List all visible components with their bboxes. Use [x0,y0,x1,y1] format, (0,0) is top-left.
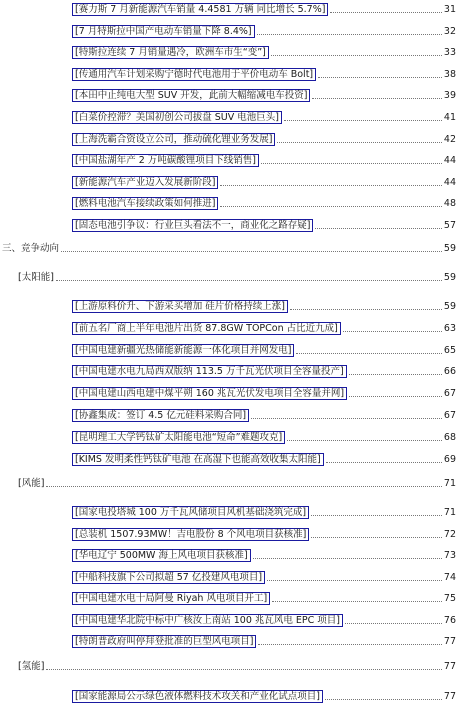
toc-entry[interactable] [72,319,456,335]
dot-leader [220,185,441,186]
toc-entry-page: 31 [443,4,456,15]
toc-entry[interactable] [72,568,456,584]
toc-entry-title: [中国电建山西电建中煤平朔 160 兆瓦光伏发电项目全容量并网] [72,387,347,400]
dot-leader [325,699,442,700]
dot-leader [56,280,442,281]
dot-leader [61,251,442,252]
toc-entry-page: 76 [443,614,456,626]
toc-entry-title: [昆明理工大学钙钛矿太阳能电池“短命”难题攻克] [72,431,285,444]
toc-entry-title: [KIMS 发明柔性钙钛矿电池 在高湿下也能高效收集太阳能] [72,453,324,466]
dot-leader [318,77,442,78]
toc-entry-title: [国家能源局公示绿色液体燃料技术攻关和产业化试点项目] [72,690,323,703]
toc-entry-page: 38 [443,68,456,80]
toc-entry[interactable] [72,194,456,210]
toc-entry[interactable] [72,65,456,81]
toc-entry-page: 67 [443,388,456,400]
toc-entry[interactable] [72,589,456,605]
toc-entry-title: [太阳能] [18,272,54,283]
toc-entry-title: [中国电建华北院中标中广核汝上南站 100 兆瓦风电 EPC 项目] [72,614,343,627]
toc-entry-page: 77 [443,636,456,647]
dot-leader [271,55,442,56]
toc-entry-page: 63 [443,322,456,334]
toc-entry[interactable] [72,632,456,648]
toc-entry-page: 77 [443,691,456,702]
toc-entry-page: 57 [443,220,456,231]
toc-entry[interactable] [72,525,456,541]
toc-entry-title: [赛力斯 7 月新能源汽车销量 4.4581 万辆 同比增长 5.7%] [72,3,328,16]
toc-entry-title: [氢能] [18,661,45,672]
dot-leader [343,331,442,332]
toc-entry-title: [特斯拉连续 7 月销量遇冷，欧洲车市生“变”] [72,46,269,59]
toc-entry-title: [中船科技旗下公司拟超 57 亿投建风电项目] [72,571,265,584]
toc-subsection-heading[interactable] [18,474,456,490]
toc-entry[interactable] [72,173,456,189]
toc-entry[interactable] [72,611,456,627]
toc-entry-title: [协鑫集成：签订 4.5 亿元硅料采购合同] [72,409,249,422]
toc-entry-page: 44 [443,176,456,188]
toc-entry-title: [中国盐湖年产 2 万吨碳酸锂项目下线销售] [72,154,259,167]
dot-leader [257,34,442,35]
toc-entry-page: 44 [443,155,456,167]
dot-leader [330,12,441,13]
dot-leader [345,623,442,624]
dot-leader [312,98,441,99]
dot-leader [258,644,441,645]
toc-entry-page: 74 [443,571,456,583]
toc-entry-page: 32 [443,25,456,37]
dot-leader [315,228,441,229]
dot-leader [253,558,442,559]
toc-entry-page: 72 [443,528,456,540]
toc-entry[interactable] [72,450,456,466]
toc-entry-title: [传通用汽车计划采购宁德时代电池用于平价电动车 Bolt] [72,68,316,81]
toc-entry-page: 42 [443,133,456,145]
toc-entry-page: 67 [443,410,456,421]
toc-entry-title: [特朗普政府叫停拜登批准的巨型风电项目] [72,635,256,648]
toc-entry[interactable] [72,384,456,400]
dot-leader [220,206,441,207]
dot-leader [267,580,442,581]
toc-entry[interactable] [72,546,456,562]
toc-entry-page: 66 [443,366,456,378]
toc-entry[interactable] [72,108,456,124]
toc-entry-title: [上海洗霸合资设立公司，推动硫化锂业务发展] [72,133,275,146]
toc-entry[interactable] [72,503,456,519]
dot-leader [311,515,442,516]
toc-entry-page: 59 [443,243,456,254]
toc-entry[interactable] [72,341,456,357]
toc-entry[interactable] [72,86,456,102]
toc-entry-title: [中国电建水电九局西双版纳 113.5 万千瓦光伏项目全容量投产] [72,365,347,378]
toc-entry[interactable] [72,687,456,703]
toc-entry-page: 65 [443,344,456,356]
toc-entry[interactable] [72,130,456,146]
toc-entry-title: [燃料电池汽车接续政策如何推进] [72,197,218,210]
dot-leader [311,537,442,538]
toc-entry-title: [本田中止纯电大型 SUV 开发，此前大幅缩减电车投资] [72,89,310,102]
dot-leader [349,374,442,375]
dot-leader [277,142,441,143]
toc-entry-page: 71 [443,507,456,518]
toc-section-heading[interactable] [2,239,456,255]
toc-entry-title: [总装机 1507.93MW！吉电股份 8 个风电项目获核准] [72,528,309,541]
toc-entry[interactable] [72,362,456,378]
dot-leader [349,396,442,397]
toc-entry[interactable] [72,151,456,167]
dot-leader [46,669,441,670]
toc-entry-page: 75 [443,593,456,604]
toc-entry-title: [上游原料价升、下游采买增加 硅片价格持续上涨] [72,300,288,313]
toc-entry-title: [中国电建水电十局阿曼 Riyah 风电项目开工] [72,592,270,605]
toc-entry-page: 69 [443,453,456,465]
toc-entry-title: [风能] [18,478,45,489]
dot-leader [46,486,441,487]
toc-entry[interactable] [72,297,456,313]
toc-entry-title: [白菜价控滞？美国初创公司拔盘 SUV 电池巨头] [72,111,282,124]
toc-entry-page: 41 [443,112,456,123]
dot-leader [284,120,442,121]
toc-entry-title: [国家电投塔城 100 万千瓦风储项目风机基础浇筑完成] [72,506,309,519]
toc-entry-page: 39 [443,90,456,102]
toc-entry-title: [华电辽宁 500MW 海上风电项目获核准] [72,549,251,562]
dot-leader [272,601,442,602]
toc-entry[interactable] [72,0,456,16]
toc-subsection-heading[interactable] [18,657,456,673]
dot-leader [296,353,441,354]
dot-leader [251,418,442,419]
toc-entry-page: 68 [443,431,456,443]
toc-entry-page: 73 [443,550,456,561]
toc-entry-title: [7 月特斯拉中国产电动车销量下降 8.4%] [72,25,255,38]
toc-entry[interactable] [72,43,456,59]
toc-entry-page: 59 [443,272,456,283]
toc-entry[interactable] [72,22,456,38]
toc-entry-page: 77 [443,661,456,672]
toc-entry-page: 33 [443,47,456,59]
toc-subsection-heading[interactable] [18,268,456,284]
dot-leader [290,309,442,310]
toc-entry-title: [中国电建新疆光热储能新能源一体化项目并网发电] [72,344,294,357]
toc-entry-title: [新能源汽车产业迈入发展新阶段] [72,176,218,189]
toc-entry-title: [固态电池引争议：行业巨头看法不一，商业化之路存疑] [72,219,313,232]
dot-leader [261,163,442,164]
toc-entry-title: [前五名厂商上半年电池片出货 87.8GW TOPCon 占比近九成] [72,322,341,335]
toc-entry[interactable] [72,428,456,444]
toc-entry-page: 71 [443,478,456,489]
dot-leader [287,440,442,441]
toc-entry[interactable] [72,406,456,422]
toc-entry-title: 三、竞争动向 [2,243,60,254]
dot-leader [326,462,442,463]
toc-entry[interactable] [72,216,456,232]
toc-entry-page: 59 [443,301,456,312]
toc-entry-page: 48 [443,198,456,210]
